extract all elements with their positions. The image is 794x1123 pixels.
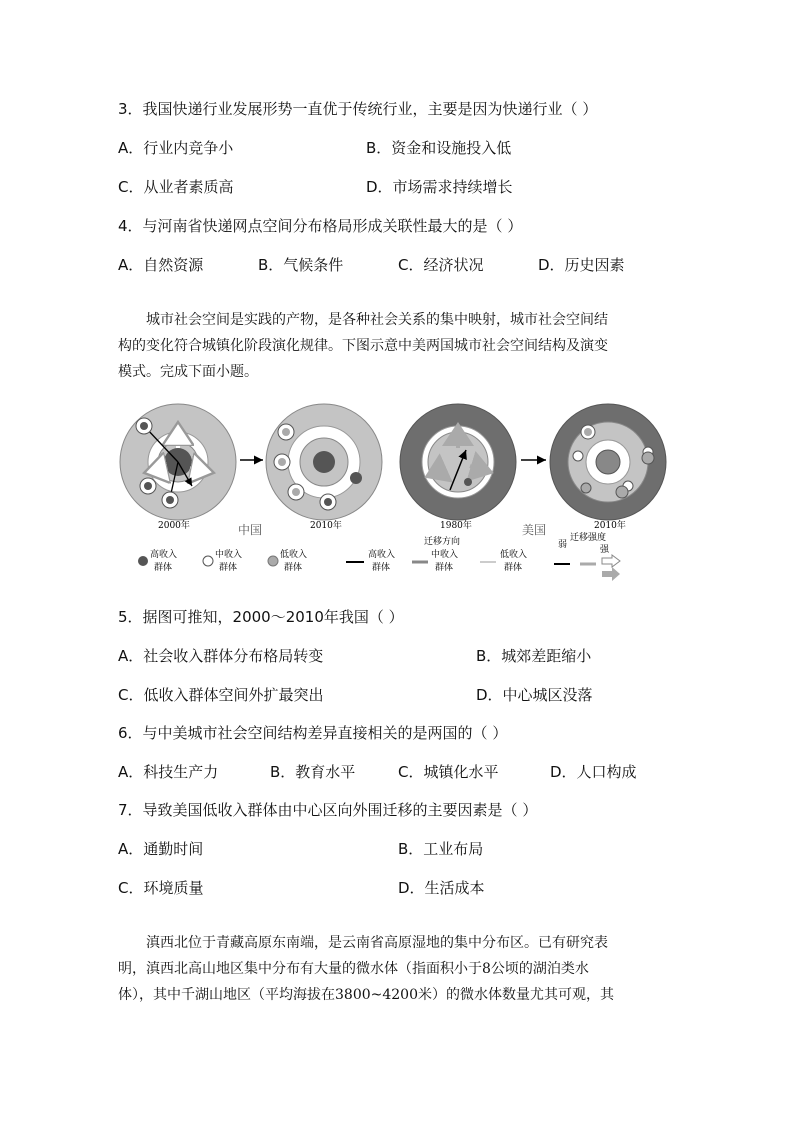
legend-high-income-label: 高收入: [150, 550, 178, 560]
china-2000-diagram: [120, 404, 236, 520]
q6-stem: 6．与中美城市社会空间结构差异直接相关的是两国的（ ）: [118, 724, 508, 742]
passage1-line3: 模式。完成下面小题。: [118, 364, 258, 380]
legend-low-income-swatch: [268, 556, 278, 566]
legend-strength-arrow-4: [602, 567, 620, 581]
q4-option-a: A．自然资源: [118, 256, 204, 274]
usa-2010-diagram: [550, 404, 666, 520]
label-2010-usa: 2010年: [594, 521, 626, 531]
label-2000: 2000年: [158, 521, 190, 531]
q4-stem: 4．与河南省快递网点空间分布格局形成关联性最大的是（ ）: [118, 217, 523, 235]
q3-option-a: A．行业内竞争小: [118, 139, 234, 157]
q3-option-b: B．资金和设施投入低: [366, 139, 512, 157]
figure-legend: [138, 531, 620, 581]
legend-low-income-label: 低收入: [280, 550, 308, 560]
legend-middle-arrow-label: 中收入: [431, 550, 459, 560]
passage2-line1: 滇西北位于青藏高原东南端，是云南省高原湿地的集中分布区。已有研究表: [146, 935, 608, 951]
label-usa: 美国: [522, 523, 547, 537]
legend-group-label-5: 群体: [435, 563, 454, 573]
q4-option-b: B．气候条件: [258, 256, 344, 274]
q5-option-a: A．社会收入群体分布格局转变: [118, 647, 324, 665]
q4-option-c: C．经济状况: [398, 256, 484, 274]
passage1-line2: 构的变化符合城镇化阶段演化规律。下图示意中美两国城市社会空间结构及演变: [118, 338, 608, 354]
q6-option-c: C．城镇化水平: [398, 763, 499, 781]
china-2010-diagram: [266, 404, 382, 520]
label-1980: 1980年: [440, 521, 472, 531]
q7-option-c: C．环境质量: [118, 879, 204, 897]
q6-option-d: D．人口构成: [550, 763, 637, 781]
q7-stem: 7．导致美国低收入群体由中心区向外围迁移的主要因素是（ ）: [118, 801, 538, 819]
q5-stem: 5．据图可推知，2000～2010年我国（ ）: [118, 608, 404, 626]
q3-option-c: C．从业者素质高: [118, 178, 234, 196]
passage1-line1: 城市社会空间是实践的产物，是各种社会关系的集中映射，城市社会空间结: [146, 312, 608, 328]
q5-option-c: C．低收入群体空间外扩最突出: [118, 686, 324, 704]
legend-low-arrow-label: 低收入: [500, 550, 528, 560]
legend-weak-label: 弱: [558, 540, 568, 550]
urban-structure-figure: [118, 400, 678, 585]
usa-1980-diagram: [400, 404, 516, 520]
legend-strong-label: 强: [600, 545, 610, 555]
q6-option-a: A．科技生产力: [118, 763, 219, 781]
q7-option-a: A．通勤时间: [118, 840, 204, 858]
q4-option-d: D．历史因素: [538, 256, 625, 274]
legend-group-label-4: 群体: [372, 563, 391, 573]
q5-option-b: B．城郊差距缩小: [476, 647, 592, 665]
passage-dianxibei: [118, 930, 678, 1008]
legend-middle-income-label: 中收入: [215, 550, 243, 560]
q3-stem: 3．我国快递行业发展形势一直优于传统行业，主要是因为快递行业（ ）: [118, 100, 598, 118]
q7-option-d: D．生活成本: [398, 879, 485, 897]
legend-group-label-6: 群体: [504, 563, 523, 573]
passage2-line2: 明，滇西北高山地区集中分布有大量的微水体（指面积小于8公顷的湖泊类水: [118, 961, 589, 977]
legend-high-arrow-label: 高收入: [368, 550, 396, 560]
legend-group-label-1: 群体: [154, 563, 173, 573]
legend-migration-strength: 迁移强度: [570, 533, 607, 543]
label-2010-china: 2010年: [310, 521, 342, 531]
q6-option-b: B．教育水平: [270, 763, 356, 781]
legend-group-label-3: 群体: [284, 563, 303, 573]
legend-middle-income-swatch: [203, 556, 213, 566]
legend-high-income-swatch: [138, 556, 148, 566]
q5-option-d: D．中心城区没落: [476, 686, 593, 704]
label-china: 中国: [238, 523, 263, 537]
legend-strength-arrow-3: [602, 555, 620, 567]
q3-option-d: D．市场需求持续增长: [366, 178, 513, 196]
legend-migration-direction: 迁移方向: [424, 537, 461, 547]
passage-urban-space: [118, 307, 678, 385]
passage2-line3: 体），其中千湖山地区（平均海拔在3800~4200米）的微水体数量尤其可观，其: [118, 987, 614, 1003]
q7-option-b: B．工业布局: [398, 840, 484, 858]
legend-group-label-2: 群体: [219, 563, 238, 573]
